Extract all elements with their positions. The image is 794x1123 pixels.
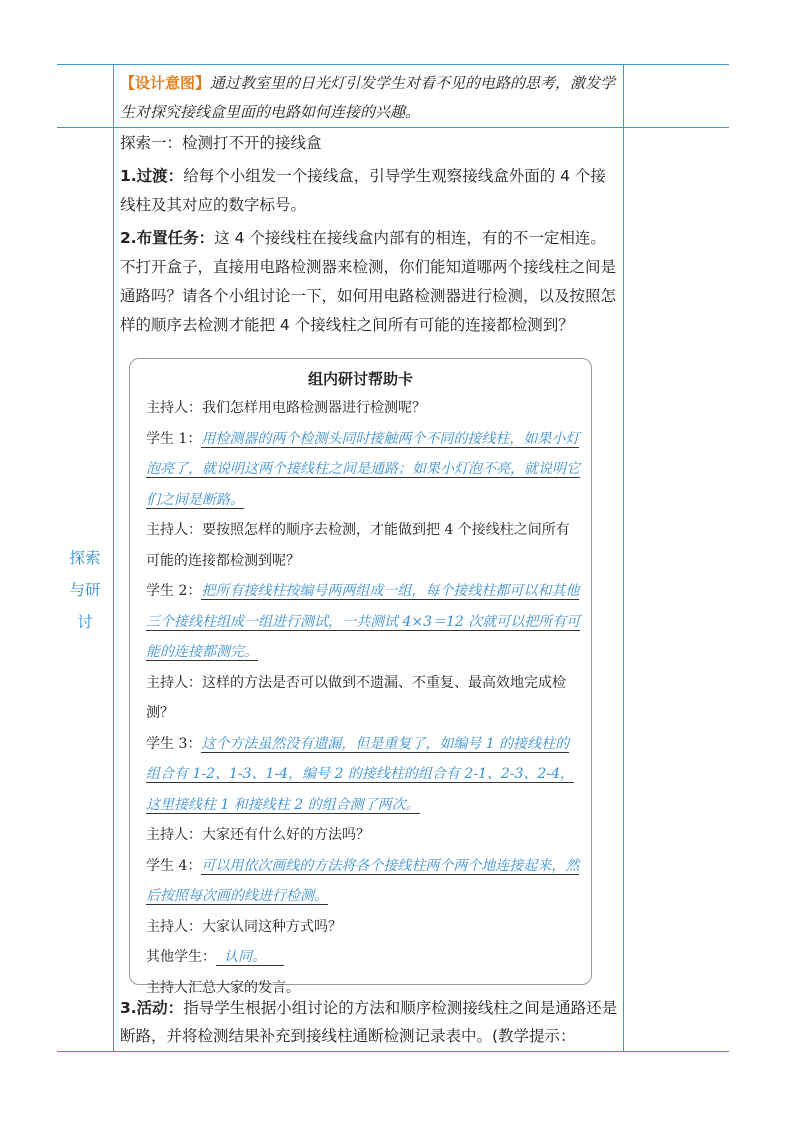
discussion-help-card [129, 358, 592, 996]
student-3-label: 学生 3： [146, 735, 202, 752]
step-1-text: 给每个小组发一个接线盒，引导学生观察接线盒外面的 4 个接线柱及其对应的数字标号。 [120, 167, 606, 214]
step-2-label: 2.布置任务： [120, 229, 215, 247]
step-3-text: 指导学生根据小组讨论的方法和顺序检测接线柱之间是通路还是断路，并将检测结果补充到接线柱通断检测记录表中。(教学提示： [120, 999, 618, 1045]
explore-section [120, 129, 618, 340]
host-line-2: 主持人：要按照怎样的顺序去检测，才能做到把 4 个接线柱之间所有可能的连接都检测到呢？ [146, 522, 570, 569]
student-4-label: 学生 4： [146, 857, 202, 874]
design-intent-text: 通过教室里的日光灯引发学生对看不见的电路的思考，激发学生对探究接线盒里面的电路如何连接的兴趣。 [120, 74, 616, 121]
host-line-4: 主持人：大家还有什么好的方法吗？ [146, 827, 370, 843]
section-side-label [58, 542, 112, 638]
table-row-divider [57, 127, 729, 128]
student-1 [146, 424, 582, 516]
step-2 [120, 224, 618, 340]
explore-title: 探索一：检测打不开的接线盒 [120, 134, 322, 152]
student-3-answer: 这个方法虽然没有遗漏，但是重复了，如编号 1 的接线柱的组合有 1-2、1-3、1-4，编号 2 的接线柱的组合有 2-1、2-3、2-4，这里接线柱 1 和接线柱 2 的组合测了两次。 [146, 735, 574, 813]
side-label-line-1: 探索 [69, 549, 101, 567]
host-line-5: 主持人：大家认同这种方式吗？ [146, 918, 342, 935]
table-col-divider-left [113, 64, 114, 1052]
step-1-label: 1.过渡： [120, 167, 184, 185]
other-students-label: 其他学生： [146, 949, 216, 965]
step-2-text: 这 4 个接线柱在接线盒内部有的相连，有的不一定相连。不打开盒子，直接用电路检测器来检测，你们能知道哪两个接线柱之间是通路吗？请各个小组讨论一下，如何用电路检测器进行检测，以及按照怎样的顺序去检测才能把 4 个接线柱之间所有可能的连接都检测到？ [120, 229, 617, 334]
card-title: 组内研讨帮助卡 [307, 370, 413, 388]
student-2-answer: 把所有接线柱按编号两两组成一组，每个接线柱都可以和其他三个接线柱组成一组进行测试，一共测试 4×3＝12 次就可以把所有可能的连接都测完。 [146, 583, 581, 660]
student-2-label: 学生 2： [146, 583, 202, 599]
table-top-border [57, 64, 729, 65]
card-body [146, 393, 582, 1003]
student-1-label: 学生 1： [146, 430, 202, 447]
student-3 [146, 729, 582, 821]
design-intent [120, 69, 618, 127]
table-col-divider-right [623, 64, 624, 1052]
side-label-line-2: 与研 [69, 581, 101, 599]
student-4 [146, 851, 582, 912]
table-bottom-border [57, 1051, 729, 1052]
step-1 [120, 162, 618, 220]
host-line-1: 主持人：我们怎样用电路检测器进行检测呢？ [146, 400, 426, 416]
student-4-answer: 可以用依次画线的方法将各个接线柱两个两个地连接起来，然后按照每次画的线进行检测。 [146, 857, 580, 904]
other-students [146, 942, 582, 973]
student-1-answer: 用检测器的两个检测头同时接触两个不同的接线柱，如果小灯泡亮了，就说明这两个接线柱之间是通路；如果小灯泡不亮，就说明它们之间是断路。 [146, 430, 580, 508]
host-line-6: 主持人汇总大家的发言。 [146, 979, 300, 996]
design-intent-label: 【设计意图】 [120, 74, 211, 92]
side-label-line-3: 讨 [77, 613, 93, 631]
host-line-3: 主持人：这样的方法是否可以做到不遗漏、不重复、最高效地完成检测？ [146, 674, 566, 721]
step-3 [120, 994, 618, 1050]
student-2 [146, 576, 582, 668]
step-3-label: 3.活动： [120, 999, 184, 1017]
other-students-answer: 认同。 [216, 949, 284, 966]
